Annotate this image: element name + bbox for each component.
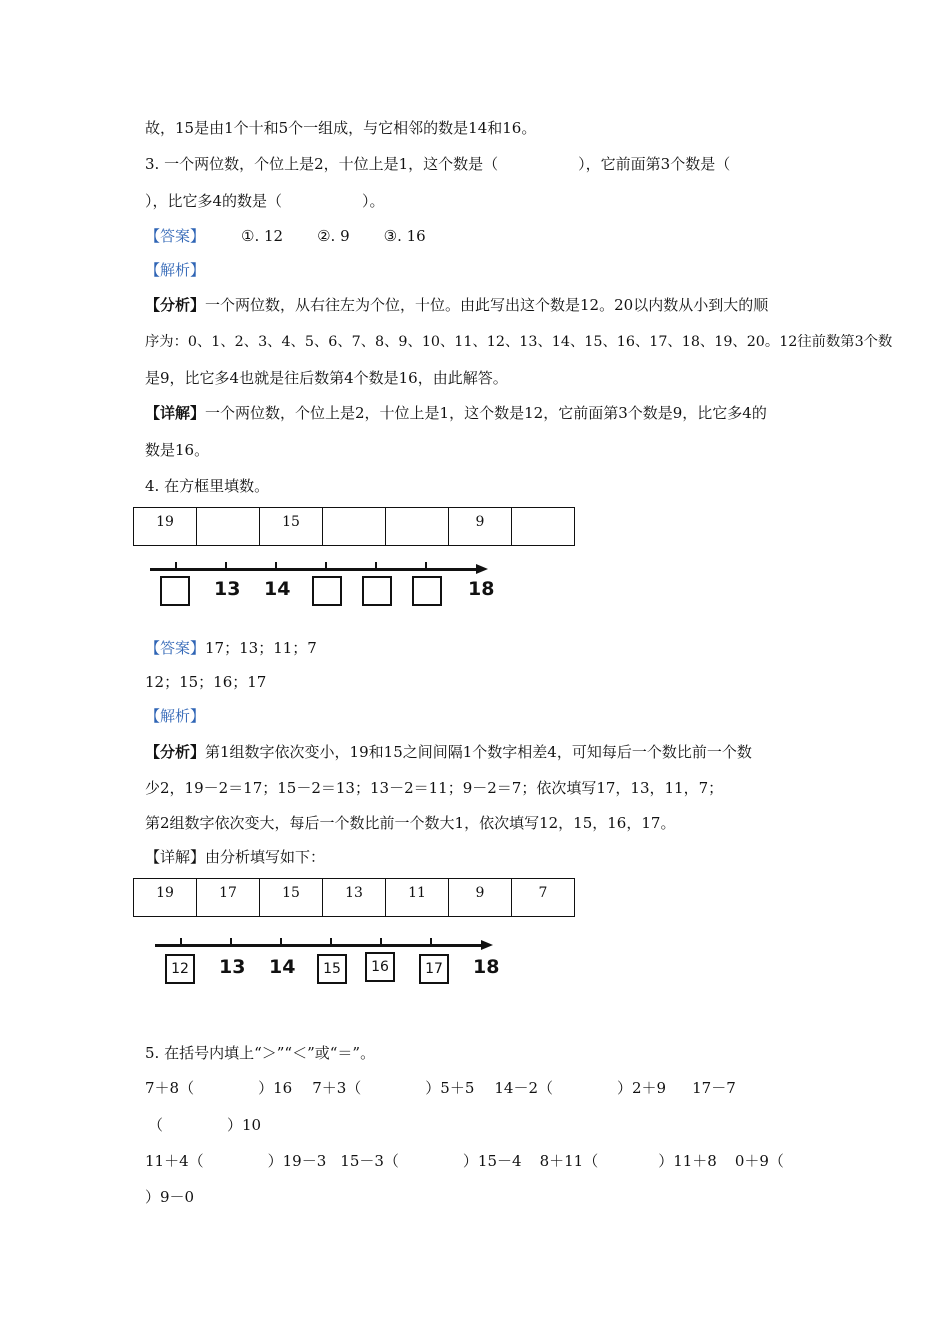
q3-answer — [145, 226, 426, 246]
question-3 — [145, 154, 730, 174]
tick — [225, 562, 227, 570]
table-cell: 19 — [134, 508, 197, 546]
number-line-answer — [155, 938, 505, 988]
arrow-icon — [476, 564, 488, 574]
q4-analysis-2: 少2，19－2＝17；15－2＝13；13－2＝11；9－2＝7；依次填写17，13，11，7； — [145, 779, 724, 797]
q3-analysis-text-1: 一个两位数，从右往左为个位，十位。由此写出这个数是12。20以内数从小到大的顺 — [205, 296, 769, 314]
tick — [325, 562, 327, 570]
number-box: 15 — [317, 954, 347, 984]
number-line-axis — [155, 944, 483, 947]
number-label: 18 — [473, 956, 500, 978]
q5-expr: ）2＋9 — [617, 1079, 667, 1097]
q3-answer-2: ②. 9 — [317, 227, 350, 245]
q5-expr: ）10 — [227, 1116, 262, 1134]
q5-expr: （ — [148, 1116, 164, 1134]
q5-row-4: ）9－0 — [145, 1188, 195, 1206]
table-cell: 15 — [260, 508, 323, 546]
q3-answer-1: ①. 12 — [241, 227, 284, 245]
q5-expr: 8＋11（ — [539, 1152, 599, 1170]
analysis-label: 【分析】 — [145, 296, 206, 314]
detail-label: 【详解】 — [145, 404, 206, 422]
question-4: 4. 在方框里填数。 — [145, 477, 270, 495]
table-cell: 13 — [323, 879, 386, 917]
table-cell: 17 — [197, 879, 260, 917]
q5-expr: ）19－3 — [267, 1152, 327, 1170]
number-box: 17 — [419, 954, 449, 984]
q3-analysis-1 — [145, 295, 768, 315]
table-cell: 7 — [512, 879, 575, 917]
text-line: 故，15是由1个十和5个一组成，与它相邻的数是14和16。 — [145, 119, 537, 137]
q3-answer-3: ③. 16 — [383, 227, 426, 245]
tick — [375, 562, 377, 570]
table-cell — [197, 508, 260, 546]
q3-part-a: 3. 一个两位数，个位上是2，十位上是1，这个数是（ — [145, 155, 499, 173]
answer-label: 【答案】 — [145, 639, 206, 657]
q3-detail-2: 数是16。 — [145, 441, 210, 459]
table-cell — [512, 508, 575, 546]
answer-label: 【答案】 — [145, 227, 206, 245]
q5-expr: 17－7 — [692, 1079, 736, 1097]
number-line-axis — [150, 568, 478, 571]
q3-detail-text-1: 一个两位数，个位上是2，十位上是1，这个数是12，它前面第3个数是9，比它多4的 — [205, 404, 767, 422]
q5-expr: 15－3（ — [340, 1152, 399, 1170]
arrow-icon — [481, 940, 493, 950]
q5-expr: ）11＋8 — [658, 1152, 717, 1170]
q5-expr: 0＋9（ — [734, 1152, 784, 1170]
q5-expr: ）15－4 — [462, 1152, 522, 1170]
tick — [380, 938, 382, 946]
q4-analysis-1 — [145, 742, 752, 762]
tick — [430, 938, 432, 946]
q4-analysis-text-1: 第1组数字依次变小，19和15之间间隔1个数字相差4，可知每后一个数比前一个数 — [205, 743, 752, 761]
number-box: 12 — [165, 954, 195, 984]
question-3-cont — [145, 191, 385, 211]
q5-expr: ）5＋5 — [425, 1079, 475, 1097]
q3-part-d: ）。 — [362, 192, 385, 210]
q5-expr: 7＋3（ — [312, 1079, 362, 1097]
table-cell: 11 — [386, 879, 449, 917]
q4-answer — [145, 638, 317, 658]
q5-row-2 — [148, 1115, 261, 1135]
tick — [175, 562, 177, 570]
tick — [425, 562, 427, 570]
q3-jiexi-label: 【解析】 — [145, 261, 206, 279]
number-label: 14 — [269, 956, 296, 978]
q3-analysis-3: 是9，比它多4也就是往后数第4个数是16，由此解答。 — [145, 369, 508, 387]
number-box: 16 — [365, 952, 395, 982]
table-cell: 9 — [449, 508, 512, 546]
table-cell — [323, 508, 386, 546]
q3-part-c: ），比它多4的数是（ — [145, 192, 283, 210]
q4-analysis-3: 第2组数字依次变大，每后一个数比前一个数大1，依次填写12，15，16，17。 — [145, 814, 676, 832]
table-cell: 19 — [134, 879, 197, 917]
q5-expr: 14－2（ — [494, 1079, 554, 1097]
tick — [180, 938, 182, 946]
fill-table-answer — [133, 878, 575, 917]
number-label: 13 — [219, 956, 246, 978]
fill-table-question — [133, 507, 575, 546]
table-cell: 9 — [449, 879, 512, 917]
q4-answer-2: 12；15；16；17 — [145, 673, 267, 691]
q4-answer-1: 17；13；11；7 — [205, 639, 317, 657]
q4-jiexi-label: 【解析】 — [145, 707, 206, 725]
number-label: 13 — [214, 578, 241, 600]
question-5: 5. 在括号内填上“＞”“＜”或“＝”。 — [145, 1044, 376, 1062]
q3-part-b: ），它前面第3个数是（ — [578, 155, 731, 173]
number-line-question — [150, 560, 500, 610]
tick — [230, 938, 232, 946]
number-box — [160, 576, 190, 606]
q3-analysis-2: 序为：0、1、2、3、4、5、6、7、8、9、10、11、12、13、14、15、16、17、18、19、20。12往前数第3个数 — [145, 334, 893, 350]
q5-expr: 7＋8（ — [145, 1079, 195, 1097]
number-box — [412, 576, 442, 606]
q5-row-3 — [145, 1151, 784, 1171]
analysis-label: 【分析】 — [145, 743, 206, 761]
q4-detail: 【详解】由分析填写如下： — [145, 848, 326, 866]
q3-detail-1 — [145, 403, 767, 423]
q5-expr: ）16 — [258, 1079, 293, 1097]
number-box — [312, 576, 342, 606]
number-box — [362, 576, 392, 606]
q5-row-1 — [145, 1078, 736, 1098]
tick — [330, 938, 332, 946]
table-cell — [386, 508, 449, 546]
number-label: 14 — [264, 578, 291, 600]
q5-expr: 11＋4（ — [145, 1152, 204, 1170]
table-cell: 15 — [260, 879, 323, 917]
number-label: 18 — [468, 578, 495, 600]
tick — [280, 938, 282, 946]
tick — [275, 562, 277, 570]
